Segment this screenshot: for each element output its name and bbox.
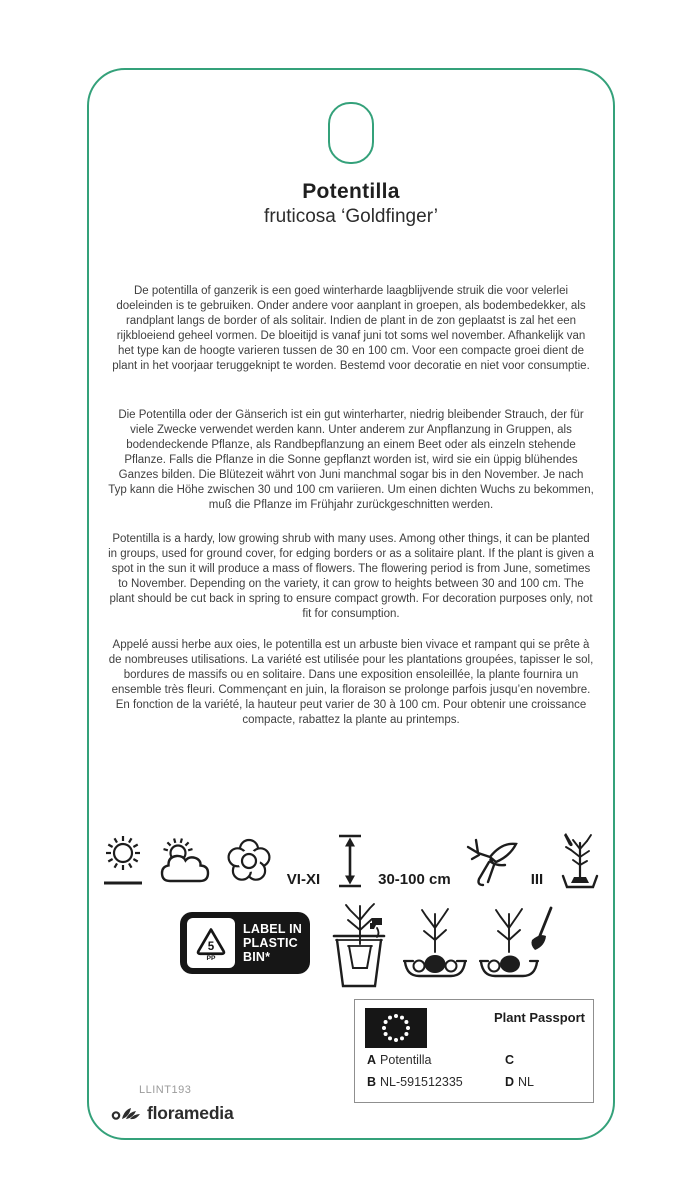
label-card	[87, 68, 615, 1140]
plant-with-trowel-icon	[479, 900, 555, 990]
eu-flag-icon	[365, 1008, 427, 1048]
pruning-shears-icon	[466, 833, 518, 889]
hanging-hole	[328, 102, 374, 164]
passport-key-c: C	[505, 1053, 515, 1067]
full-sun-icon	[100, 832, 146, 890]
cut-back-shrub-icon	[558, 831, 602, 891]
recycling-triangle-icon	[193, 926, 229, 960]
passport-value-a: Potentilla	[380, 1053, 432, 1067]
partial-sun-icon	[159, 835, 211, 887]
description-dutch: De potentilla of ganzerik is een goed winterharde laagblijvende struik die voor velerlei doeleinden is te gebruiken. Onder andere voor aanplant in groepen, als bodembedekker, als randplant langs de border of als solitair. Indien de plant in de zon geplaatst is zal het een rijkbloeiend geheel vormen. De bloeitijd is vanaf juni tot soms wel november. Afhankelijk van het type kan de hoogte varieren tussen de 30 en 100 cm. Voor een compacte groei dient de plant in het voorjaar teruggeknipt te worden. Bestemd voor decoratie en niet voor consumptie.	[112, 284, 590, 372]
height-arrow-icon	[335, 832, 365, 890]
recycling-line3: BIN*	[243, 950, 271, 964]
planting-steps-row	[327, 900, 555, 990]
svg-text:5: 5	[207, 940, 215, 954]
floramedia-leaf-mark-icon	[111, 1102, 143, 1124]
label-in-plastic-bin-badge	[180, 912, 310, 974]
passport-key-d: D	[505, 1075, 515, 1089]
care-pictogram-row	[89, 826, 613, 896]
recycling-line2: PLASTIC	[243, 936, 298, 950]
height-range-label: 30-100 cm	[378, 871, 451, 888]
passport-key-b: B	[367, 1075, 377, 1089]
plant-passport-box	[354, 999, 594, 1103]
passport-title: Plant Passport	[493, 1010, 585, 1025]
flowering-period-label: VI-XI	[286, 871, 321, 888]
passport-key-a: A	[367, 1053, 377, 1067]
print-code: LLINT193	[139, 1084, 192, 1096]
passport-row-c	[505, 1053, 518, 1067]
plant-genus-title: Potentilla	[302, 180, 400, 203]
passport-row-b	[367, 1075, 463, 1089]
passport-row-d	[505, 1075, 534, 1089]
flower-icon	[224, 836, 274, 886]
passport-row-a	[367, 1053, 431, 1067]
passport-value-b: NL-591512335	[380, 1075, 463, 1089]
passport-value-d: NL	[518, 1075, 535, 1089]
pruning-month-label: III	[530, 871, 544, 888]
soak-in-bucket-icon	[327, 900, 391, 990]
svg-text:PP: PP	[206, 955, 216, 960]
recycling-instruction-text	[243, 922, 302, 964]
recycling-code-panel	[187, 918, 235, 968]
root-ball-in-hole-icon	[403, 900, 467, 990]
description-english: Potentilla is a hardy, low growing shrub with many uses. Among other things, it can be planted in groups, used for ground cover, for edging borders or as a solitaire plant. If the plant is given a spot in the sun it will produce a mass of flowers. The flowering period is from June, sometimes to November. Depending on the variety, it can grow to heights between 30 and 100 cm. The plant should be cut back in spring to ensure compact growth. For decoration purposes only, not fit for consumption.	[108, 532, 594, 620]
recycling-line1: LABEL IN	[243, 922, 303, 936]
brand-name: floramedia	[147, 1102, 234, 1123]
description-german: Die Potentilla oder der Gänserich ist ein gut winterharter, niedrig bleibender Strauch, der für viele Zwecke verwendet werden kann. Unter anderem zur Anpflanzung in Gruppen, als bodendeckende Pflanze, als Randbepflanzung an einem Beet oder als einzeln stehende Pflanze. Falls die Pflanze in die Sonne gepflanzt worden ist, wird sie ein üppig blühendes Ganzes bilden. Die Blütezeit währt von Juni manchmal sogar bis in den November. Je nach Typ kann die Höhe zwischen 30 und 100 cm variieren. Um einen dichten Wuchs zu bekommen, muß die Pflanze im Frühjahr zurückgeschnitten werden.	[108, 408, 594, 511]
description-french: Appelé aussi herbe aux oies, le potentilla est un arbuste bien vivace et rampant qui se prête à de nombreuses utilisations. La variété est utilisée pour les plantations groupées, tapisser le sol, bordures de massifs ou en solitaire. Dans une exposition ensoleillée, la plante fournira un ensemble très fleuri. Commençant en juin, la floraison se prolonge parfois jusqu’en novembre. En fonction de la variété, la hauteur peut varier de 30 à 100 cm. Pour obtenir une croissance compacte, rabattez la plante au printemps.	[108, 638, 594, 726]
floramedia-logo	[111, 1102, 234, 1124]
plant-cultivar-subtitle: fruticosa ‘Goldfinger’	[264, 206, 438, 227]
